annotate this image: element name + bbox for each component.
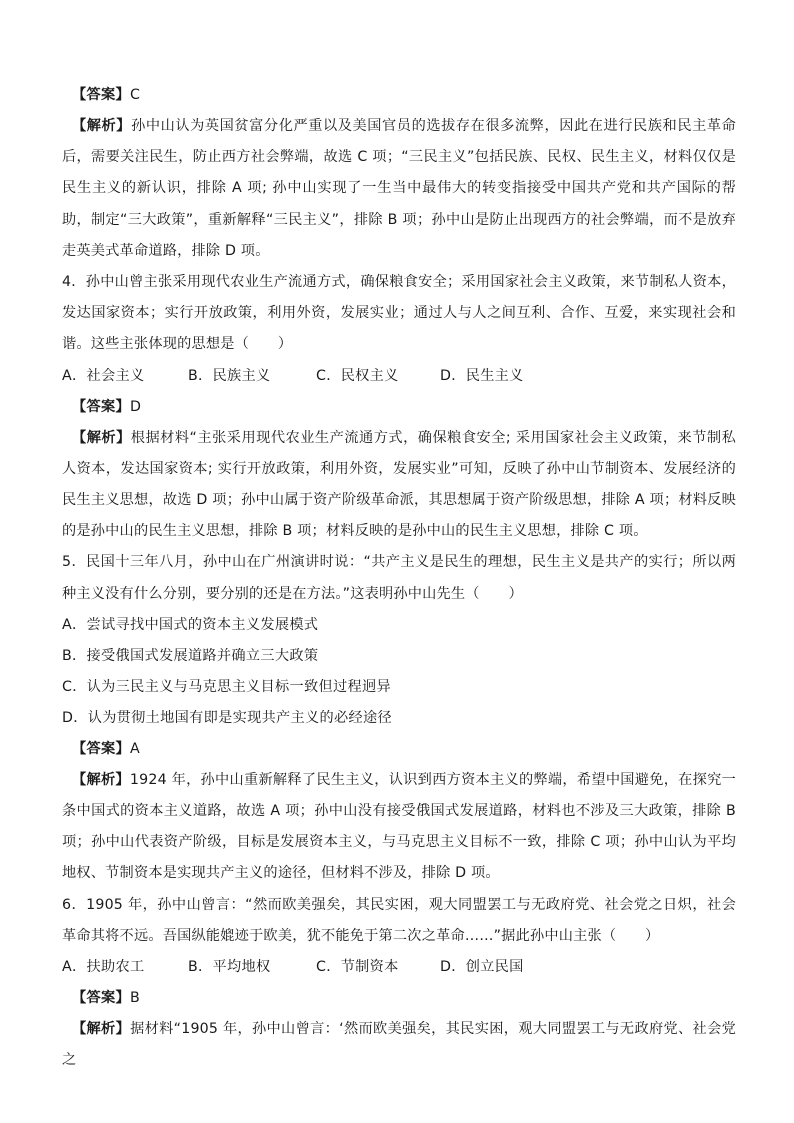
answer-tag: 【答案】 [72, 398, 130, 415]
option-d: D．民生主义 [440, 367, 524, 384]
options-6 [62, 952, 736, 983]
option-a-line: A．尝试寻找中国式的资本主义发展模式 [62, 616, 319, 633]
analysis-6 [62, 1014, 736, 1076]
answer-value: D [129, 398, 142, 415]
answer-value: B [129, 990, 140, 1007]
answer-3 [62, 80, 736, 111]
analysis-text: 根据材料“主张采用现代农业生产流通方式，确保粮食安全; 采用国家社会主义政策，来节制私人资本，发达国家资本; 实行开放政策，利用外资，发展实业”可知，反映了孙中山节制资本、发展经济的民生主义思想，故选 D 项；孙中山属于资产阶级革命派，其思想属于资产阶级思想，排除 A 项；材料反映的是孙中山的民生主义思想，排除 B 项；材料反映的是孙中山的民生主义思想，排除 C 项。 [62, 429, 736, 540]
analysis-text: 孙中山认为英国贫富分化严重以及美国官员的选拔存在很多流弊，因此在进行民族和民主革命后，需要关注民生，防止西方社会弊端，故选 C 项；“三民主义”包括民族、民权、民生主义，材料仅仅是民生主义的新认识，排除 A 项; 孙中山实现了一生当中最伟大的转变指接受中国共产党和共产国际的帮助，制定“三大政策”，重新解释“三民主义”，排除 B 项；孙中山是防止出现西方的社会弊端，而不是放弃走英美式革命道路，排除 D 项。 [62, 118, 736, 259]
analysis-4 [62, 423, 736, 548]
option-b-line: B．接受俄国式发展道路并确立三大政策 [62, 647, 319, 664]
analysis-tag: 【解析】 [72, 771, 130, 788]
answer-value: A [129, 740, 140, 757]
answer-4 [62, 392, 736, 423]
option-d-line: D．认为贯彻土地国有即是实现共产主义的必经途径 [62, 709, 392, 726]
option-c-line: C．认为三民主义与马克思主义目标一致但过程迥异 [62, 678, 391, 695]
answer-value: C [129, 87, 141, 103]
analysis-3 [62, 111, 736, 267]
option-b: B．民族主义 [188, 367, 271, 384]
analysis-text: 1924 年，孙中山重新解释了民生主义，认识到西方资本主义的弊端，希望中国避免，在探究一条中国式的资本主义道路，故选 A 项；孙中山没有接受俄国式发展道路，材料也不涉及三大政策，排除 B 项；孙中山代表资产阶级，目标是发展资本主义，与马克思主义目标不一致，排除 C 项；孙中山认为平均地权、节制资本是实现共产主义的途径，但材料不涉及，排除 D 项。 [62, 771, 736, 882]
option-a: A．扶助农工 [62, 959, 145, 976]
option-d: D．创立民国 [440, 959, 524, 976]
option-b: B．平均地权 [188, 959, 271, 976]
answer-5 [62, 734, 736, 765]
question-5: 5．民国十三年八月，孙中山在广州演讲时说：“共产主义是民生的理想，民生主义是共产的实行；所以两种主义没有什么分别，要分别的还是在方法。”这表明孙中山先生（ ） [62, 554, 736, 602]
analysis-tag: 【解析】 [72, 1021, 131, 1038]
answer-tag: 【答案】 [72, 740, 130, 757]
question-4: 4．孙中山曾主张采用现代农业生产流通方式，确保粮食安全；采用国家社会主义政策，来节制私人资本，发达国家资本；实行开放政策，利用外资，发展实业；通过人与人之间互利、合作、互爱，来实现社会和谐。这些主张体现的思想是（ ） [62, 274, 736, 353]
answer-tag: 【答案】 [72, 87, 130, 103]
option-c: C．民权主义 [316, 367, 399, 384]
analysis-tag: 【解析】 [72, 429, 131, 446]
analysis-tag: 【解析】 [72, 118, 132, 134]
option-c: C．节制资本 [316, 959, 399, 976]
analysis-5 [62, 765, 736, 890]
question-6: 6．1905 年，孙中山曾言：“然而欧美强矣，其民实困，观大同盟罢工与无政府党、社会党之日炽，社会革命其将不远。吾国纵能媲迹于欧美，犹不能免于第二次之革命……”据此孙中山主张（ ） [62, 896, 736, 944]
answer-tag: 【答案】 [72, 990, 130, 1007]
option-a: A．社会主义 [62, 367, 145, 384]
analysis-text: 据材料“1905 年，孙中山曾言：‘然而欧美强矣，其民实困，观大同盟罢工与无政府党、社会党之 [62, 1021, 736, 1069]
options-4 [62, 361, 736, 392]
answer-6 [62, 983, 736, 1014]
